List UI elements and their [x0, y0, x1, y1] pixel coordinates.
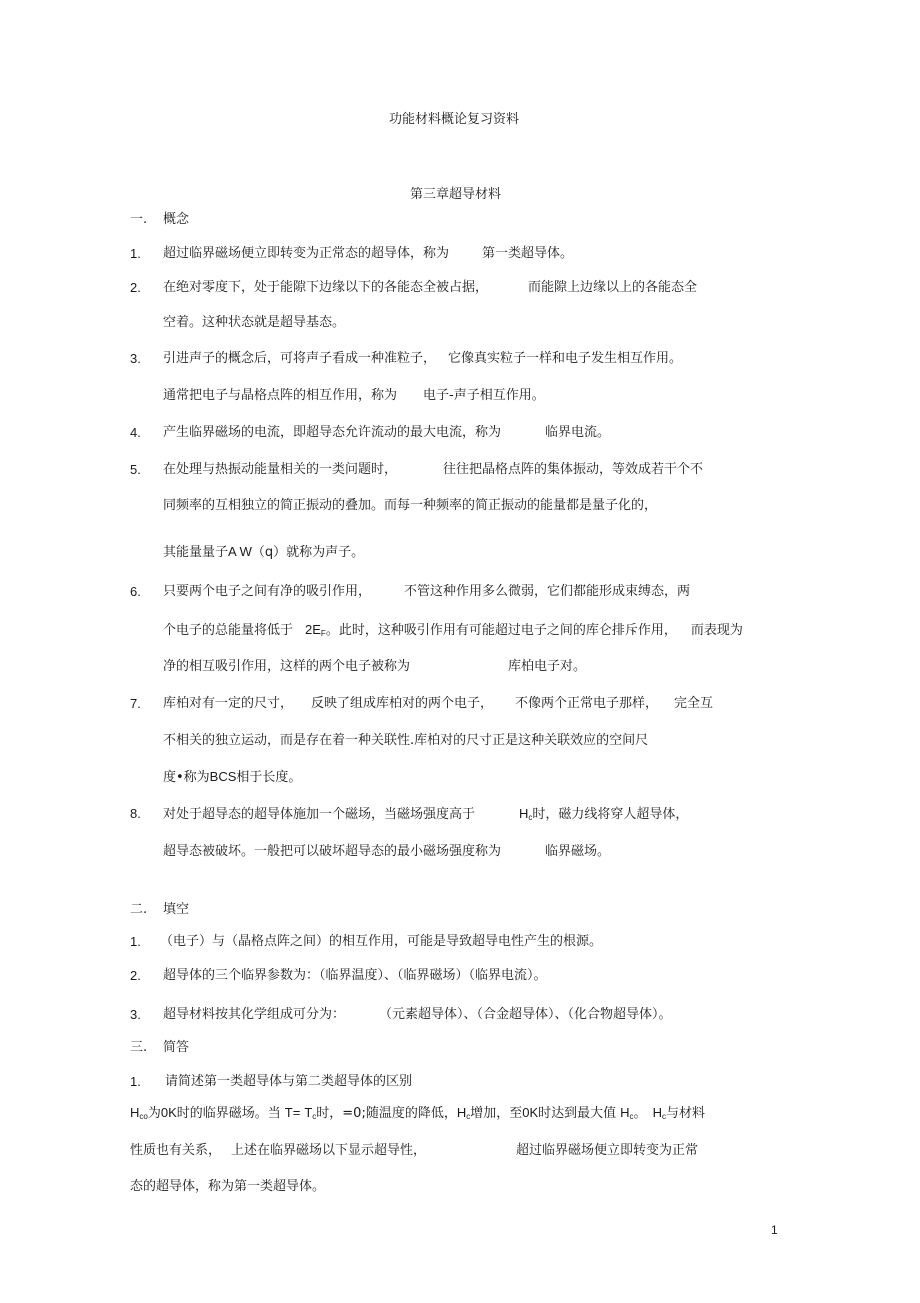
fill-3-text: 超导材料按其化学组成可分为： （元素超导体）、（合金超导体）、（化合物超导体）。 — [163, 1007, 672, 1022]
concept-6-text: 只要两个电子之间有净的吸引作用， 不管这种作用多么微弱，它们都能形成束缚态，两 — [163, 584, 691, 599]
fill-1-text: （电子）与（晶格点阵之间）的相互作用，可能是导致超导电性产生的根源。 — [160, 934, 603, 949]
item-number: 4. — [130, 425, 141, 440]
item-number: 2. — [130, 968, 141, 983]
concept-3-text-cont: 通常把电子与晶格点阵的相互作用，称为 电子-声子相互作用。 — [163, 388, 545, 403]
item-number: 7. — [130, 696, 141, 711]
concept-5-text-cont: 同频率的互相独立的简正振动的叠加。而每一种频率的简正振动的能量都是量子化的， — [163, 498, 658, 513]
item-number: 1. — [130, 246, 141, 261]
concept-6-text-cont: 个电子的总能量将低于 $2E_F$。此时，这种吸引作用有可能超过电子之间的库仑排斥作用， 而表现为 — [163, 622, 743, 638]
section-number: 二. — [130, 902, 148, 917]
concept-6-text-cont2: 净的相互吸引作用，这样的两个电子被称为 库柏电子对。 — [163, 659, 587, 674]
fill-2-text: 超导体的三个临界参数为：（临界温度）、（临界磁场）（临界电流）。 — [163, 968, 547, 983]
answer-1-line-1: $H_{co}$为0K时的临界磁场。当 $T= T_c$时，=0;随温度的降低，$H_c$增加，至0K时达到最大值 $H_c$。 $H_c$与材料 — [130, 1105, 705, 1121]
section-title: 概念 — [163, 212, 190, 227]
item-number: 3. — [130, 1007, 141, 1022]
section-title: 简答 — [163, 1040, 190, 1055]
concept-8-text-cont: 超导态被破坏。一般把可以破坏超导态的最小磁场强度称为 临界磁场。 — [163, 844, 611, 859]
concept-1-text: 超过临界磁场便立即转变为正常态的超导体，称为 第一类超导体。 — [163, 246, 574, 261]
section-number: 三. — [130, 1040, 148, 1055]
section-title: 填空 — [163, 902, 190, 917]
question-1-text: 请简述第一类超导体与第二类超导体的区别 — [165, 1074, 413, 1089]
item-number: 8. — [130, 806, 141, 821]
item-number: 3. — [130, 351, 141, 366]
concept-8-text: 对处于超导态的超导体施加一个磁场，当磁场强度高于 $H_c$时，磁力线将穿人超导体， — [163, 806, 689, 822]
concept-3-text: 引进声子的概念后，可将声子看成一种准粒子， 它像真实粒子一样和电子发生相互作用。 — [163, 351, 683, 366]
chapter-title: 第三章超导材料 — [410, 187, 502, 202]
item-number: 1. — [130, 934, 141, 949]
doc-title: 功能材料概论复习资料 — [389, 112, 520, 127]
concept-5-text: 在处理与热振动能量相关的一类问题时， 往往把晶格点阵的集体振动，等效成若干个不 — [163, 462, 704, 477]
concept-7-text-cont2: 度•称为BCS相于长度。 — [163, 769, 302, 785]
concept-2-text: 在绝对零度下，处于能隙下边缘以下的各能态全被占据， 而能隙上边缘以上的各能态全 — [163, 280, 698, 295]
page-number: 1 — [771, 1223, 778, 1237]
concept-2-text-cont: 空着。这种状态就是超导基态。 — [163, 315, 346, 330]
section-number: 一. — [130, 212, 148, 227]
answer-1-line-2: 性质也有关系， 上述在临界磁场以下显示超导性， 超过临界磁场便立即转变为正常 — [130, 1143, 699, 1158]
concept-4-text: 产生临界磁场的电流，即超导态允许流动的最大电流，称为 临界电流。 — [163, 425, 611, 440]
item-number: 2. — [130, 280, 141, 295]
item-number: 6. — [130, 584, 141, 599]
answer-1-line-3: 态的超导体，称为第一类超导体。 — [130, 1179, 326, 1194]
concept-5-text-cont2: 其能量量子A W（q）就称为声子。 — [163, 544, 365, 560]
concept-7-text: 库柏对有一定的尺寸， 反映了组成库柏对的两个电子， 不像两个正常电子那样， 完全互 — [163, 696, 714, 711]
item-number: 1. — [130, 1074, 141, 1089]
concept-7-text-cont: 不相关的独立运动，而是存在着一种关联性.库柏对的尺寸正是这种关联效应的空间尺 — [163, 733, 649, 748]
item-number: 5. — [130, 462, 141, 477]
